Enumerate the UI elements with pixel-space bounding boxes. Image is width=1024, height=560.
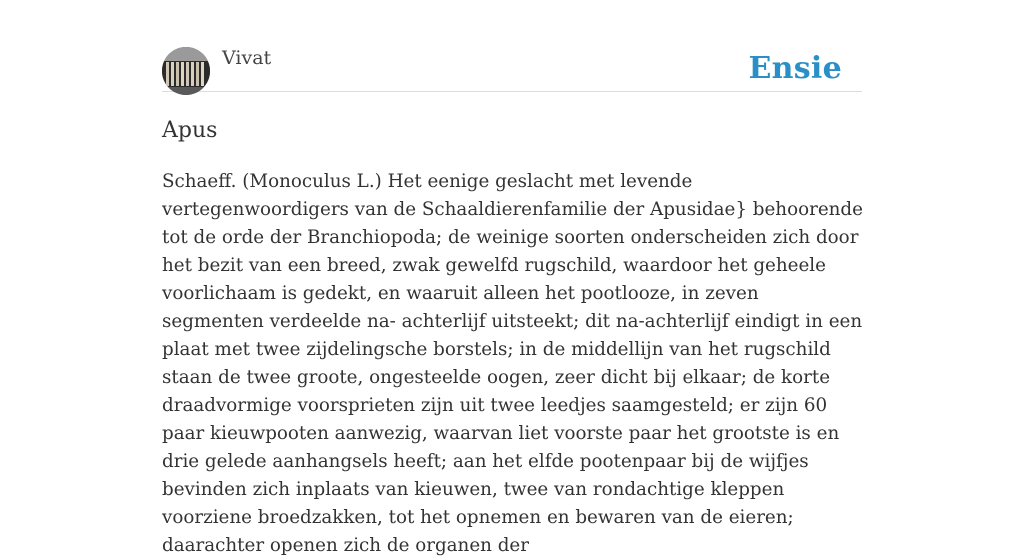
article-body: Schaeff. (Monoculus L.) Het eenige geslacht met levende vertegenwoordigers van de Schaaldierenfamilie der Apusidae} behoorende tot de orde der Branchiopoda; de weinige soorten onderscheiden zich door het bezit van een breed, zwak gewelfd rugschild, waardoor het geheele voorlichaam is gedekt, en waaruit alleen het pootlooze, in zeven segmenten verdeelde na- achterlijf uitsteekt; dit na-achterlijf eindigt in een plaat met twee zijdelingsche borstels; in de middellijn van het rugschild staan de twee groote, ongesteelde oogen, zeer dicht bij elkaar; de korte draadvormige voorsprieten zijn uit twee leedjes saamgesteld; er zijn 60 paar kieuwpooten aanwezig, waarvan liet voorste paar het grootste is en drie gelede aanhangsels heeft; aan het elfde pootenpaar bij de wijfjes bevinden zich inplaats van kieuwen, twee van rondachtige kleppen voorziene broedzakken, tot het opnemen en bewaren van de eieren; daarachter openen zich de organen der <box>162 171 863 556</box>
page-container <box>162 0 863 556</box>
source-avatar[interactable] <box>162 47 210 95</box>
article-title: Apus <box>162 118 218 143</box>
source-name[interactable]: Vivat <box>222 47 272 69</box>
book-spines-icon <box>162 47 210 95</box>
brand-logo[interactable]: Ensie <box>748 51 842 86</box>
header <box>162 0 862 92</box>
